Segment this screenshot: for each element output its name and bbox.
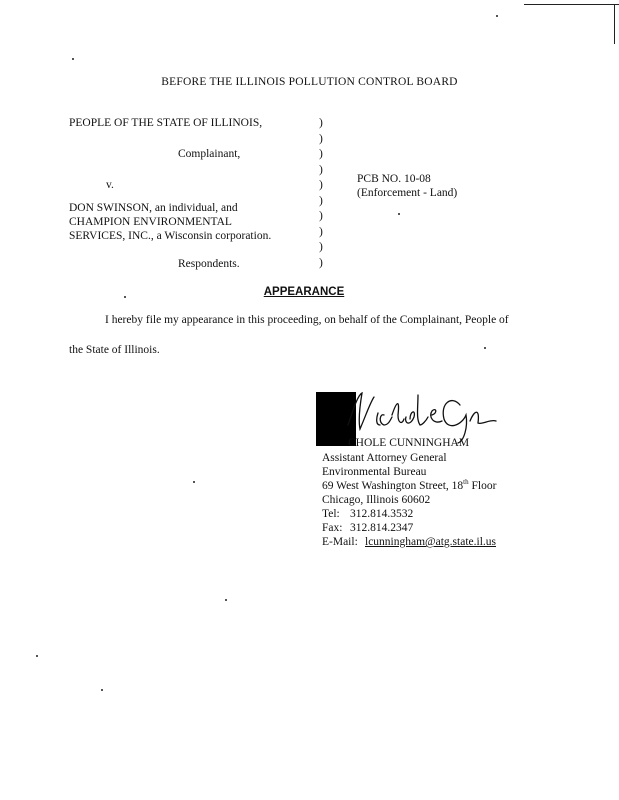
caption-paren: ) — [319, 163, 323, 176]
document-title: APPEARANCE — [263, 286, 345, 298]
scan-speck — [72, 58, 74, 60]
body-line-1: I hereby file my appearance in this proceeding, on behalf of the Complainant, People of — [105, 314, 509, 326]
scan-speck — [484, 347, 486, 349]
scan-speck — [101, 689, 103, 691]
scan-speck — [193, 481, 195, 483]
defendant-line-3: SERVICES, INC., a Wisconsin corporation. — [69, 230, 272, 242]
defendant-line-1: DON SWINSON, an individual, and — [69, 202, 238, 214]
defendant-role: Respondents. — [178, 258, 240, 270]
case-type: (Enforcement - Land) — [357, 187, 458, 199]
body-line-2: the State of Illinois. — [69, 344, 160, 356]
page-corner-mark — [614, 4, 615, 44]
email-link[interactable]: lcunningham@atg.state.il.us — [365, 536, 496, 548]
street-text: 69 West Washington Street, 18 — [322, 480, 464, 492]
caption-paren: ) — [319, 132, 323, 145]
scan-speck — [124, 296, 126, 298]
signer-street — [322, 479, 496, 493]
case-number: PCB NO. 10-08 — [357, 173, 431, 185]
tel-label: Tel: — [322, 508, 340, 520]
caption-paren: ) — [319, 256, 323, 269]
board-header: BEFORE THE ILLINOIS POLLUTION CONTROL BOARD — [161, 76, 458, 88]
signer-title: Assistant Attorney General — [322, 452, 447, 464]
street-ordinal: th — [463, 478, 469, 487]
signer-name: CHOLE CUNNINGHAM — [348, 437, 470, 449]
street-floor: Floor — [468, 480, 497, 492]
fax-label: Fax: — [322, 522, 343, 534]
plaintiff-name: PEOPLE OF THE STATE OF ILLINOIS, — [69, 117, 263, 129]
defendant-line-2: CHAMPION ENVIRONMENTAL — [69, 216, 232, 228]
scan-speck — [225, 599, 227, 601]
scan-speck — [496, 15, 498, 17]
fax-value: 312.814.2347 — [350, 522, 414, 534]
page-corner-mark — [524, 4, 619, 5]
caption-parentheses — [319, 116, 329, 271]
signer-city: Chicago, Illinois 60602 — [322, 494, 431, 506]
caption-paren: ) — [319, 179, 323, 191]
caption-paren: ) — [319, 148, 323, 160]
scan-speck — [36, 655, 38, 657]
caption-paren: ) — [319, 117, 323, 129]
scan-speck — [398, 213, 400, 215]
caption-paren: ) — [319, 225, 323, 238]
caption-paren: ) — [319, 194, 323, 207]
tel-value: 312.814.3532 — [350, 508, 414, 520]
caption-paren: ) — [319, 241, 323, 253]
caption-paren: ) — [319, 210, 323, 222]
email-label: E-Mail: — [322, 536, 358, 548]
versus-label: v. — [106, 179, 114, 191]
signer-bureau: Environmental Bureau — [322, 466, 427, 478]
plaintiff-role: Complainant, — [178, 148, 241, 160]
